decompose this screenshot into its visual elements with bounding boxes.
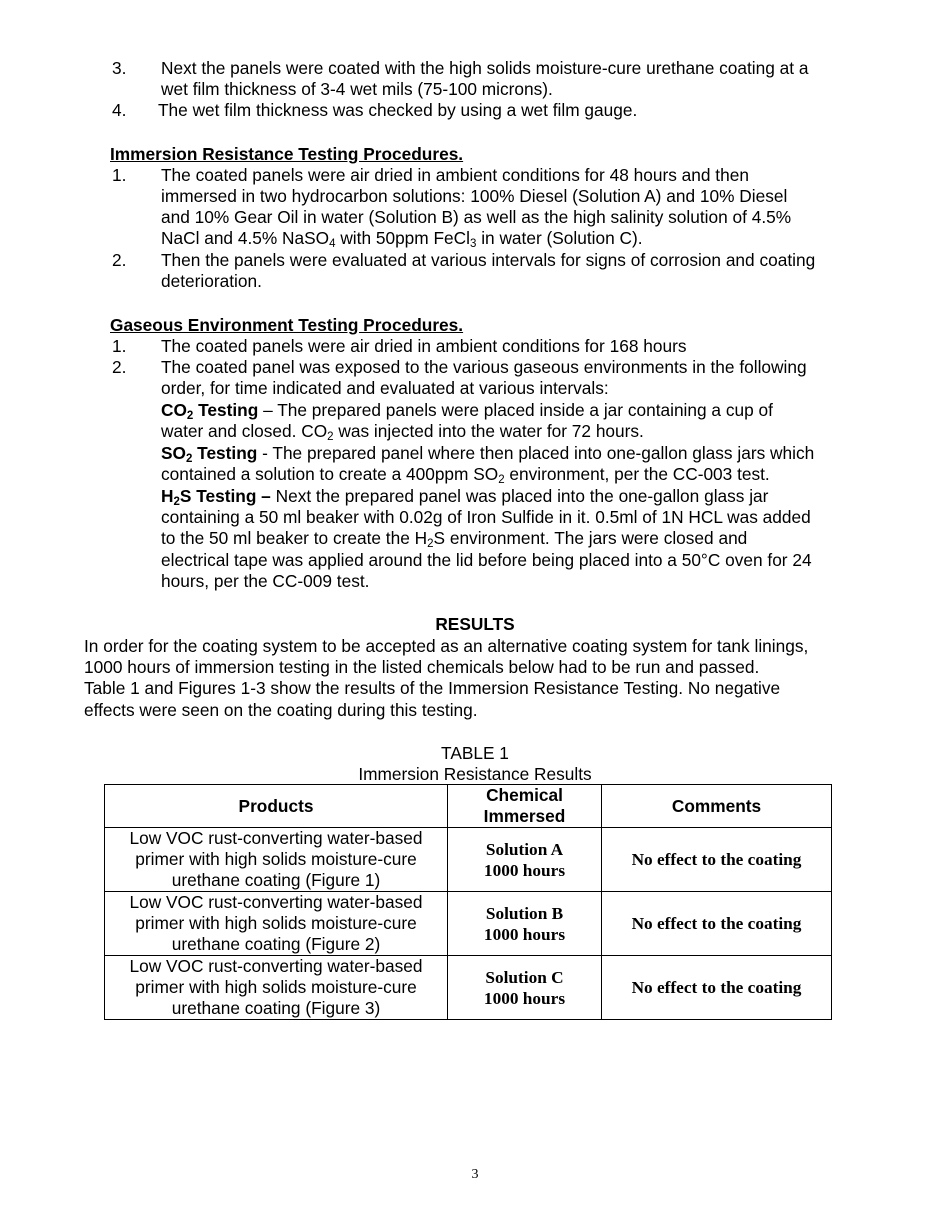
header-chemical-immersed: Chemical Immersed [448, 785, 602, 828]
step-text: and 10% Gear Oil in water (Solution B) as well as the high salinity solution of 4.5% [161, 207, 792, 227]
step-number: 1. [112, 165, 127, 185]
product-cell: Low VOC rust-converting water-based primer with high solids moisture-cure urethane coating (Figure 2) [105, 892, 448, 956]
step-text: order, for time indicated and evaluated at various intervals: [161, 378, 609, 398]
chemical-cell: Solution C 1000 hours [448, 956, 602, 1020]
h2s-testing-text: electrical tape was applied around the lid before being placed into a 50°C oven for 24 [161, 550, 812, 570]
step-number: 3. [112, 58, 127, 78]
step-text: immersed in two hydrocarbon solutions: 100% Diesel (Solution A) and 10% Diesel [161, 186, 788, 206]
table-row [105, 892, 832, 956]
step-text: The coated panel was exposed to the various gaseous environments in the following [161, 357, 807, 377]
comment-cell: No effect to the coating [602, 828, 832, 892]
results-paragraph-line: Table 1 and Figures 1-3 show the results of the Immersion Resistance Testing. No negative [84, 678, 781, 698]
h2s-testing-text: hours, per the CC-009 test. [161, 571, 370, 591]
step-number: 2. [112, 357, 127, 377]
step-text: The coated panels were air dried in ambient conditions for 168 hours [161, 336, 687, 356]
page-number: 3 [471, 1167, 479, 1182]
chemical-cell: Solution B 1000 hours [448, 892, 602, 956]
results-heading: RESULTS [435, 614, 515, 634]
table-title: TABLE 1 [441, 743, 509, 763]
table-row [105, 956, 832, 1020]
results-paragraph-line: 1000 hours of immersion testing in the listed chemicals below had to be run and passed. [84, 657, 760, 677]
h2s-testing-text: containing a 50 ml beaker with 0.02g of Iron Sulfide in it. 0.5ml of 1N HCL was added [161, 507, 811, 527]
h2s-testing-text: to the 50 ml beaker to create the $H_2S$ environment. The jars were closed and [161, 528, 748, 550]
table-subtitle: Immersion Resistance Results [358, 764, 592, 784]
co2-testing-text: water and closed. $CO_2$ was injected into the water for 72 hours. [161, 421, 644, 443]
step-text: Next the panels were coated with the high solids moisture-cure urethane coating at a [161, 58, 809, 78]
header-products: Products [105, 785, 448, 828]
step-text: deterioration. [161, 271, 262, 291]
step-text: The coated panels were air dried in ambient conditions for 48 hours and then [161, 165, 749, 185]
section-heading-gaseous: Gaseous Environment Testing Procedures. [110, 315, 464, 335]
so2-testing-text: $SO_2$ Testing - The prepared panel where then placed into one-gallon glass jars which [161, 443, 815, 465]
co2-testing-text: $CO_2$ Testing – The prepared panels were placed inside a jar containing a cup of [161, 400, 773, 422]
step-number: 2. [112, 250, 127, 270]
table-header-row [105, 785, 832, 828]
section-heading-immersion: Immersion Resistance Testing Procedures. [110, 144, 464, 164]
header-comments: Comments [602, 785, 832, 828]
step-text: The wet film thickness was checked by using a wet film gauge. [158, 100, 638, 120]
so2-testing-text: contained a solution to create a 400ppm $SO_2$ environment, per the CC-003 test. [161, 464, 770, 486]
h2s-testing-text: $H_2S$ Testing – Next the prepared panel was placed into the one-gallon glass jar [161, 486, 769, 508]
step-text: wet film thickness of 3-4 wet mils (75-100 microns). [161, 79, 553, 99]
results-paragraph-line: In order for the coating system to be accepted as an alternative coating system for tank linings, [84, 636, 809, 656]
results-paragraph-line: effects were seen on the coating during this testing. [84, 700, 478, 720]
chemical-cell: Solution A 1000 hours [448, 828, 602, 892]
step-number: 4. [112, 100, 127, 120]
table-row [105, 828, 832, 892]
immersion-results-table [104, 784, 832, 1020]
comment-cell: No effect to the coating [602, 956, 832, 1020]
step-text: NaCl and 4.5% NaSO$_4$ with 50ppm FeCl$_3$ in water (Solution C). [161, 228, 643, 250]
product-cell: Low VOC rust-converting water-based primer with high solids moisture-cure urethane coating (Figure 3) [105, 956, 448, 1020]
step-text: Then the panels were evaluated at various intervals for signs of corrosion and coating [161, 250, 816, 270]
comment-cell: No effect to the coating [602, 892, 832, 956]
product-cell: Low VOC rust-converting water-based primer with high solids moisture-cure urethane coating (Figure 1) [105, 828, 448, 892]
step-number: 1. [112, 336, 127, 356]
